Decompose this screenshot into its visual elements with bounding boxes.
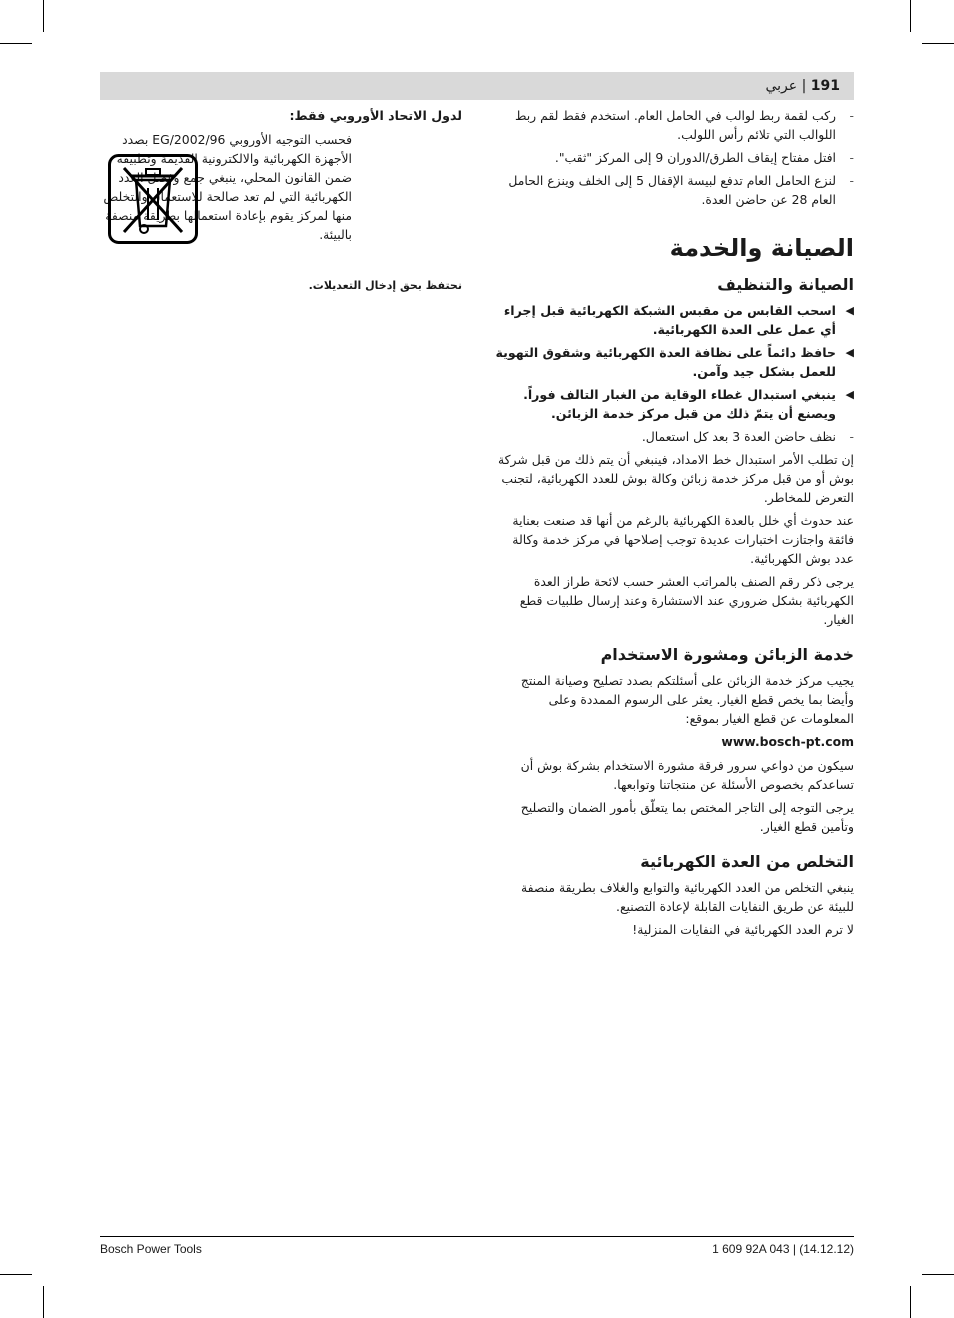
warning-item: ◀ ينبغي استبدال غطاء الوقاية من الغبار التالف فوراً. ويصنع أن يتمّ ذلك من قبل مركز خدمة الزبائن. bbox=[523, 387, 854, 421]
list-item: - افتل مفتاح إيقاف الطرق/الدوران 9 إلى المركز "ثقب". bbox=[554, 150, 854, 165]
header-separator: | bbox=[801, 78, 807, 94]
right-column bbox=[492, 106, 854, 943]
eu-title: لدول الاتحاد الأوروبي فقط: bbox=[289, 108, 462, 123]
paragraph: إن تطلب الأمر استبدال خط الامداد، فينبغي أن يتم ذلك من قبل شركة بوش أو من قبل مركز خدمة زبائن وكالة بوش للعدد الكهربائية، لتجنب التعرض للمخاطر. bbox=[498, 452, 854, 505]
subsection-title: التخلص من العدة الكهربائية bbox=[640, 852, 854, 871]
crop-mark bbox=[0, 1274, 32, 1275]
header-language: عربي bbox=[765, 78, 798, 94]
section-title: الصيانة والخدمة bbox=[669, 234, 854, 262]
crop-mark bbox=[910, 0, 911, 32]
page-number: 191 bbox=[810, 78, 840, 94]
footer-brand: Bosch Power Tools bbox=[100, 1242, 202, 1256]
paragraph: لا ترم العدد الكهربائية في النفايات المنزلية! bbox=[632, 922, 854, 937]
list-item: - لنزع الحامل العام تدفع لبيسة الإقفال 5 إلى الخلف وينزع الحامل العام 28 عن حاضن العدة. bbox=[508, 173, 854, 207]
paragraph: سيكون من دواعي سرور فرقة مشورة الاستخدام بشركة بوش أن تساعدكم بخصوص الأسئلة عن منتجاتنا وتوابعها. bbox=[520, 758, 854, 792]
left-column bbox=[100, 106, 462, 294]
crop-mark bbox=[922, 43, 954, 44]
warning-item: ◀ اسحب القابس من مقبس الشبكة الكهربائية قبل إجراء أي عمل على العدة الكهربائية. bbox=[503, 303, 854, 337]
page-header-bar bbox=[100, 72, 854, 100]
eu-text: فحسب التوجيه الأوروبي 2002/96/EG بصدد الأجهزة الكهربائية والالكترونية القديمة وتطبيقه ضمن القانون المحلي، ينبغي جمع وفصل العدد الكهربائية التي لم تعد صالحة للاستعمال والتخلص منها لمركز يقوم بإعادة استعمالها بطريقة منصفة بالبيئة. bbox=[103, 132, 352, 242]
crop-mark bbox=[922, 1274, 954, 1275]
bullet-arrow-icon: ◀ bbox=[845, 304, 854, 317]
rights-note: نحتفظ بحق إدخال التعديلات. bbox=[308, 279, 462, 292]
crop-mark bbox=[0, 43, 32, 44]
footer-doc-id: 1 609 92A 043 | (14.12.12) bbox=[712, 1242, 854, 1256]
paragraph: يجيب مركز خدمة الزبائن على أسئلتكم بصدد تصليح وصيانة المنتج وأيضا بما يخص قطع الغيار. يعثر على الرسوم الممددة وعلى المعلومات عن قطع الغيار بموقع: bbox=[520, 673, 854, 726]
crossed-out-wheelie-bin-icon bbox=[108, 154, 198, 244]
page-header-label bbox=[765, 76, 840, 96]
website-link[interactable]: www.bosch-pt.com bbox=[721, 734, 854, 749]
warning-item: ◀ حافظ دائماً على نظافة العدة الكهربائية وشقوق التهوية للعمل بشكل جيد وآمن. bbox=[495, 345, 854, 379]
bullet-arrow-icon: ◀ bbox=[845, 388, 854, 401]
crop-mark bbox=[43, 0, 44, 32]
paragraph: يرجى ذكر رقم الصنف بالمراتب العشر حسب لائحة طراز العدة الكهربائية بشكل ضروري عند الاستشارة وعند إرسال طلبيات قطع الغيار. bbox=[519, 574, 854, 627]
list-item: - ركب لقمة ربط لوالب في الحامل العام. استخدم فقط لقم ربط اللوالب التي تلائم رأس اللولب. bbox=[514, 108, 854, 142]
footer-divider bbox=[100, 1236, 854, 1237]
subsection-title: الصيانة والتنظيف bbox=[717, 275, 854, 294]
eu-notice bbox=[100, 130, 462, 278]
paragraph: عند حدوث أي خلل بالعدة الكهربائية بالرغم من أنها قد صنعت بعناية فائقة واجتازت اختبارات عديدة توجب إصلاحها في مركز خدمة وكالة عدد بوش الكهربائية. bbox=[512, 513, 854, 566]
paragraph: ينبغي التخلص من العدد الكهربائية والتوابع والغلاف بطريقة منصفة للبيئة عن طريق النفايات القابلة لإعادة التصنيع. bbox=[520, 880, 854, 914]
crop-mark bbox=[910, 1286, 911, 1318]
subsection-title: خدمة الزبائن ومشورة الاستخدام bbox=[600, 645, 854, 664]
list-item: - نظف حاضن العدة 3 بعد كل استعمال. bbox=[641, 429, 854, 444]
crop-mark bbox=[43, 1286, 44, 1318]
paragraph: يرجى التوجه إلى التاجر المختص بما يتعلّق بأمور الضمان والتصليح وتأمين قطع الغيار. bbox=[520, 800, 854, 834]
bullet-arrow-icon: ◀ bbox=[845, 346, 854, 359]
